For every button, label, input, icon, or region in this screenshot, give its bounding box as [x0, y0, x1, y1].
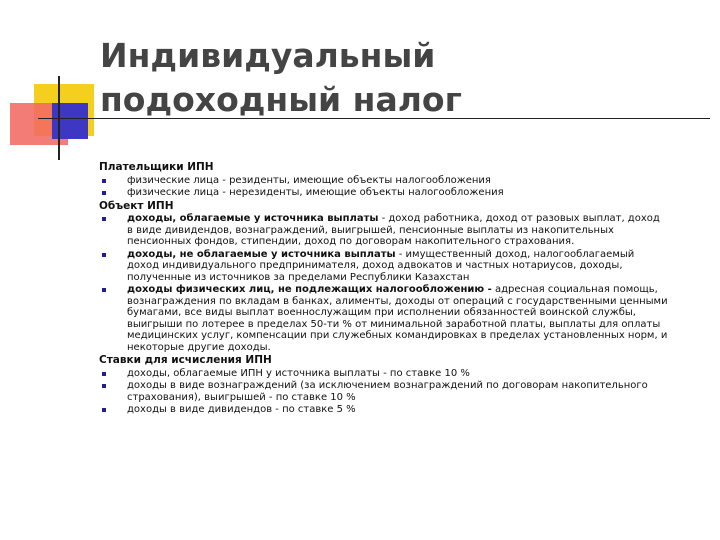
line-text: - имущественный доход, налогооблагаемый — [395, 248, 635, 260]
section-heading: Объект ИПН — [99, 199, 174, 212]
square-bullet-icon — [102, 253, 106, 257]
line-text: доходы, облагаемые ИПН у источника выплаты - по ставке 10 % — [127, 367, 470, 379]
title-line-2: подоходный налог — [100, 80, 462, 119]
line-text: вознаграждения по вкладам в банках, алименты, доходы от операций с государственными ценными — [127, 295, 668, 307]
bullet-line — [127, 296, 700, 308]
bullet-item — [100, 249, 700, 284]
bullet-line — [127, 249, 700, 261]
square-bullet-icon — [102, 372, 106, 376]
bullet-line — [127, 284, 700, 296]
bullet-line — [127, 187, 700, 199]
bold-term: доходы, облагаемые у источника выплаты — [127, 213, 379, 224]
square-bullet-icon — [102, 217, 106, 221]
bullet-line — [127, 236, 700, 248]
bullet-line — [127, 404, 700, 416]
section-heading: Плательщики ИПН — [99, 161, 214, 173]
line-text: адресная социальная помощь, — [491, 284, 658, 295]
bullet-item — [100, 175, 700, 187]
bullet-line — [127, 392, 700, 404]
slide-content — [100, 160, 700, 417]
bullet-line — [127, 380, 700, 392]
bullet-item — [100, 380, 700, 403]
line-text: выигрыши по лотерее в пределах 50-ти % от минимальной заработной платы, выплаты для оплаты — [127, 318, 661, 330]
bullet-line — [127, 175, 700, 187]
slide-title — [100, 34, 462, 122]
line-text: доходы в виде дивидендов - по ставке 5 % — [127, 404, 356, 415]
bullet-item — [100, 213, 700, 248]
square-bullet-icon — [102, 179, 106, 183]
line-text: в виде дивидендов, вознаграждений, выигрышей, пенсионные выплаты из накопительных — [127, 224, 614, 236]
line-text: доход индивидуального предпринимателя, доход адвокатов и частных нотариусов, доходы, — [127, 260, 623, 271]
line-text: бумагами, все виды выплат военнослужащим при исполнении обязанностей воинской службы, — [127, 307, 636, 318]
bullet-item — [100, 368, 700, 380]
square-bullet-icon — [102, 408, 106, 412]
line-text: некоторые другие доходы. — [127, 341, 271, 353]
bold-term: доходы, не облагаемые у источника выплаты — [127, 248, 396, 260]
bullet-line — [127, 225, 700, 237]
bullet-line — [127, 342, 700, 354]
bullet-line — [127, 260, 700, 272]
line-text: пенсионных фондов, стипендии, доход по договорам накопительного страхования. — [127, 236, 575, 247]
bullet-line — [127, 330, 700, 342]
square-bullet-icon — [102, 191, 106, 195]
section-heading: Ставки для исчисления ИПН — [99, 354, 272, 366]
bullet-line — [127, 319, 700, 331]
bullet-item — [100, 187, 700, 199]
bullet-line — [127, 368, 700, 380]
line-text: - доход работника, доход от разовых выплат, доход — [378, 213, 660, 224]
bold-term: доходы физических лиц, не подлежащих налогообложению - — [127, 284, 492, 295]
line-text: физические лица - нерезиденты, имеющие объекты налогообложения — [127, 187, 504, 198]
line-text: физические лица - резиденты, имеющие объекты налогообложения — [127, 174, 491, 186]
square-bullet-icon — [102, 288, 106, 292]
bullet-line — [127, 213, 700, 225]
bullet-line — [127, 307, 700, 319]
line-text: страхования), выигрышей - по ставке 10 % — [127, 391, 356, 403]
line-text: доходы в виде вознаграждений (за исключением вознаграждений по договорам накопительного — [127, 380, 648, 391]
title-line-1: Индивидуальный — [100, 36, 436, 75]
square-bullet-icon — [102, 384, 106, 388]
bullet-item — [100, 284, 700, 353]
line-text: медицинских услуг, компенсации при служебных командировках в пределах установленных норм, и — [127, 330, 668, 341]
bullet-line — [127, 272, 700, 284]
line-text: полученные из источников за пределами Республики Казахстан — [127, 271, 470, 283]
bullet-item — [100, 404, 700, 416]
